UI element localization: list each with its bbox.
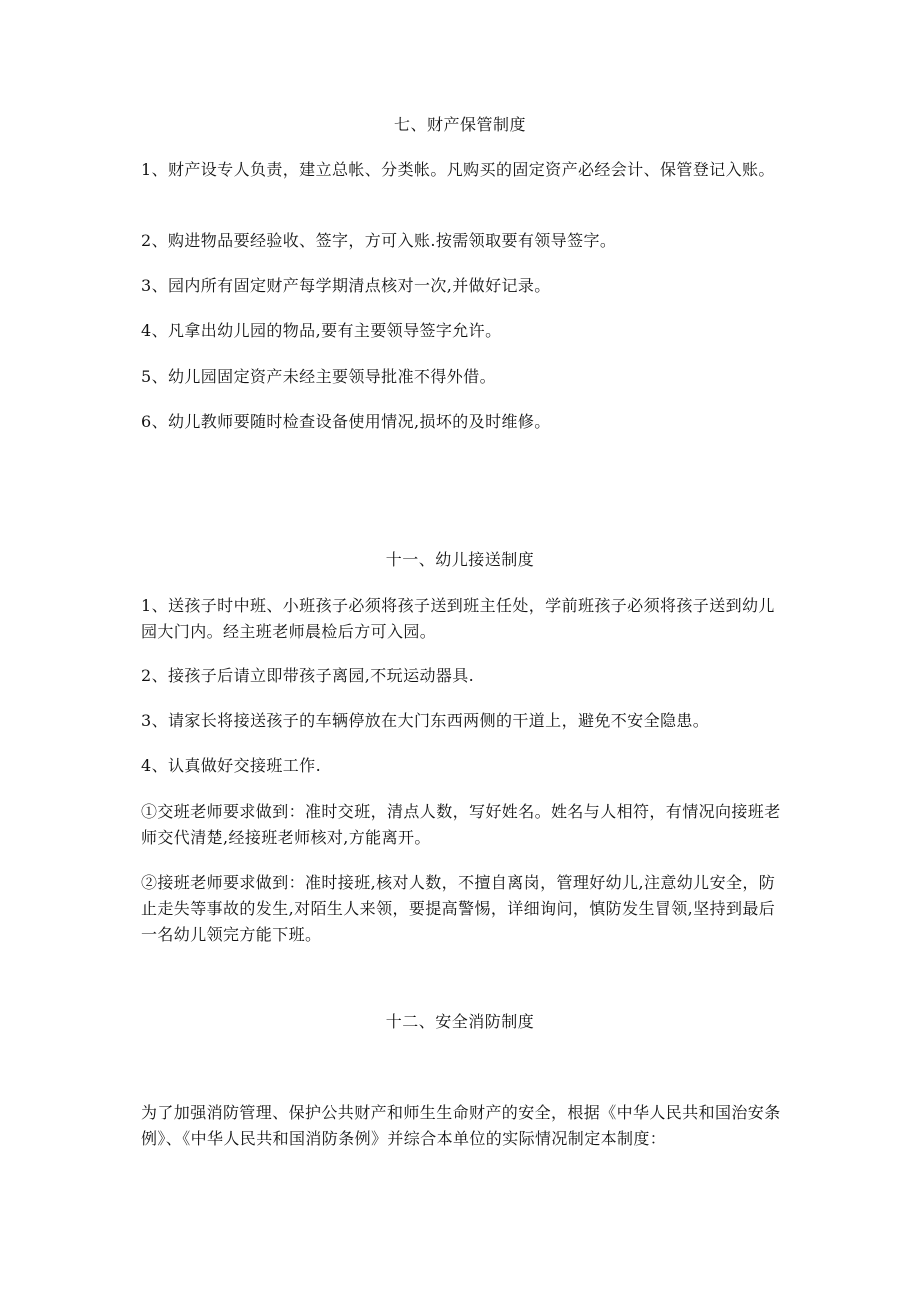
property-rule-1: 1、财产设专人负责，建立总帐、分类帐。凡购买的固定资产必经会计、保管登记入账。 xyxy=(141,160,775,179)
property-rule-3: 3、园内所有固定财产每学期清点核对一次,并做好记录。 xyxy=(141,276,551,295)
property-rule-6: 6、幼儿教师要随时检查设备使用情况,损坏的及时维修。 xyxy=(141,412,551,431)
property-rule-2: 2、购进物品要经验收、签字，方可入账.按需领取要有领导签字。 xyxy=(141,231,617,250)
fire-safety-intro: 为了加强消防管理、保护公共财产和师生生命财产的安全，根据《中华人民共和国治安条例》、《中华人民共和国消防条例》并综合本单位的实际情况制定本制度： xyxy=(141,1103,781,1148)
section-heading-fire-safety: 十二、安全消防制度 xyxy=(385,1012,535,1031)
pickup-rule-3: 3、请家长将接送孩子的车辆停放在大门东西两侧的干道上，避免不安全隐患。 xyxy=(141,711,710,730)
pickup-rule-2: 2、接孩子后请立即带孩子离园,不玩运动器具. xyxy=(141,666,475,685)
section-heading-pickup: 十一、幼儿接送制度 xyxy=(385,550,535,569)
property-rule-5: 5、幼儿园固定资产未经主要领导批准不得外借。 xyxy=(141,367,496,386)
pickup-rule-takeover: ②接班老师要求做到：准时接班,核对人数，不擅自离岗，管理好幼儿,注意幼儿安全，防止走失等事故的发生,对陌生人来领，要提高警惕，详细询问，慎防发生冒领,坚持到最后一名幼儿领完方能下班。 xyxy=(141,873,776,944)
property-rule-4: 4、凡拿出幼儿园的物品,要有主要领导签字允许。 xyxy=(141,321,502,340)
section-heading-property: 七、财产保管制度 xyxy=(393,115,526,134)
pickup-rule-4: 4、认真做好交接班工作. xyxy=(141,756,322,775)
pickup-rule-1: 1、送孩子时中班、小班孩子必须将孩子送到班主任处，学前班孩子必须将孩子送到幼儿园大门内。经主班老师晨检后方可入园。 xyxy=(141,596,775,641)
pickup-rule-handover: ①交班老师要求做到：准时交班，清点人数，写好姓名。姓名与人相符，有情况向接班老师交代清楚,经接班老师核对,方能离开。 xyxy=(141,802,781,847)
